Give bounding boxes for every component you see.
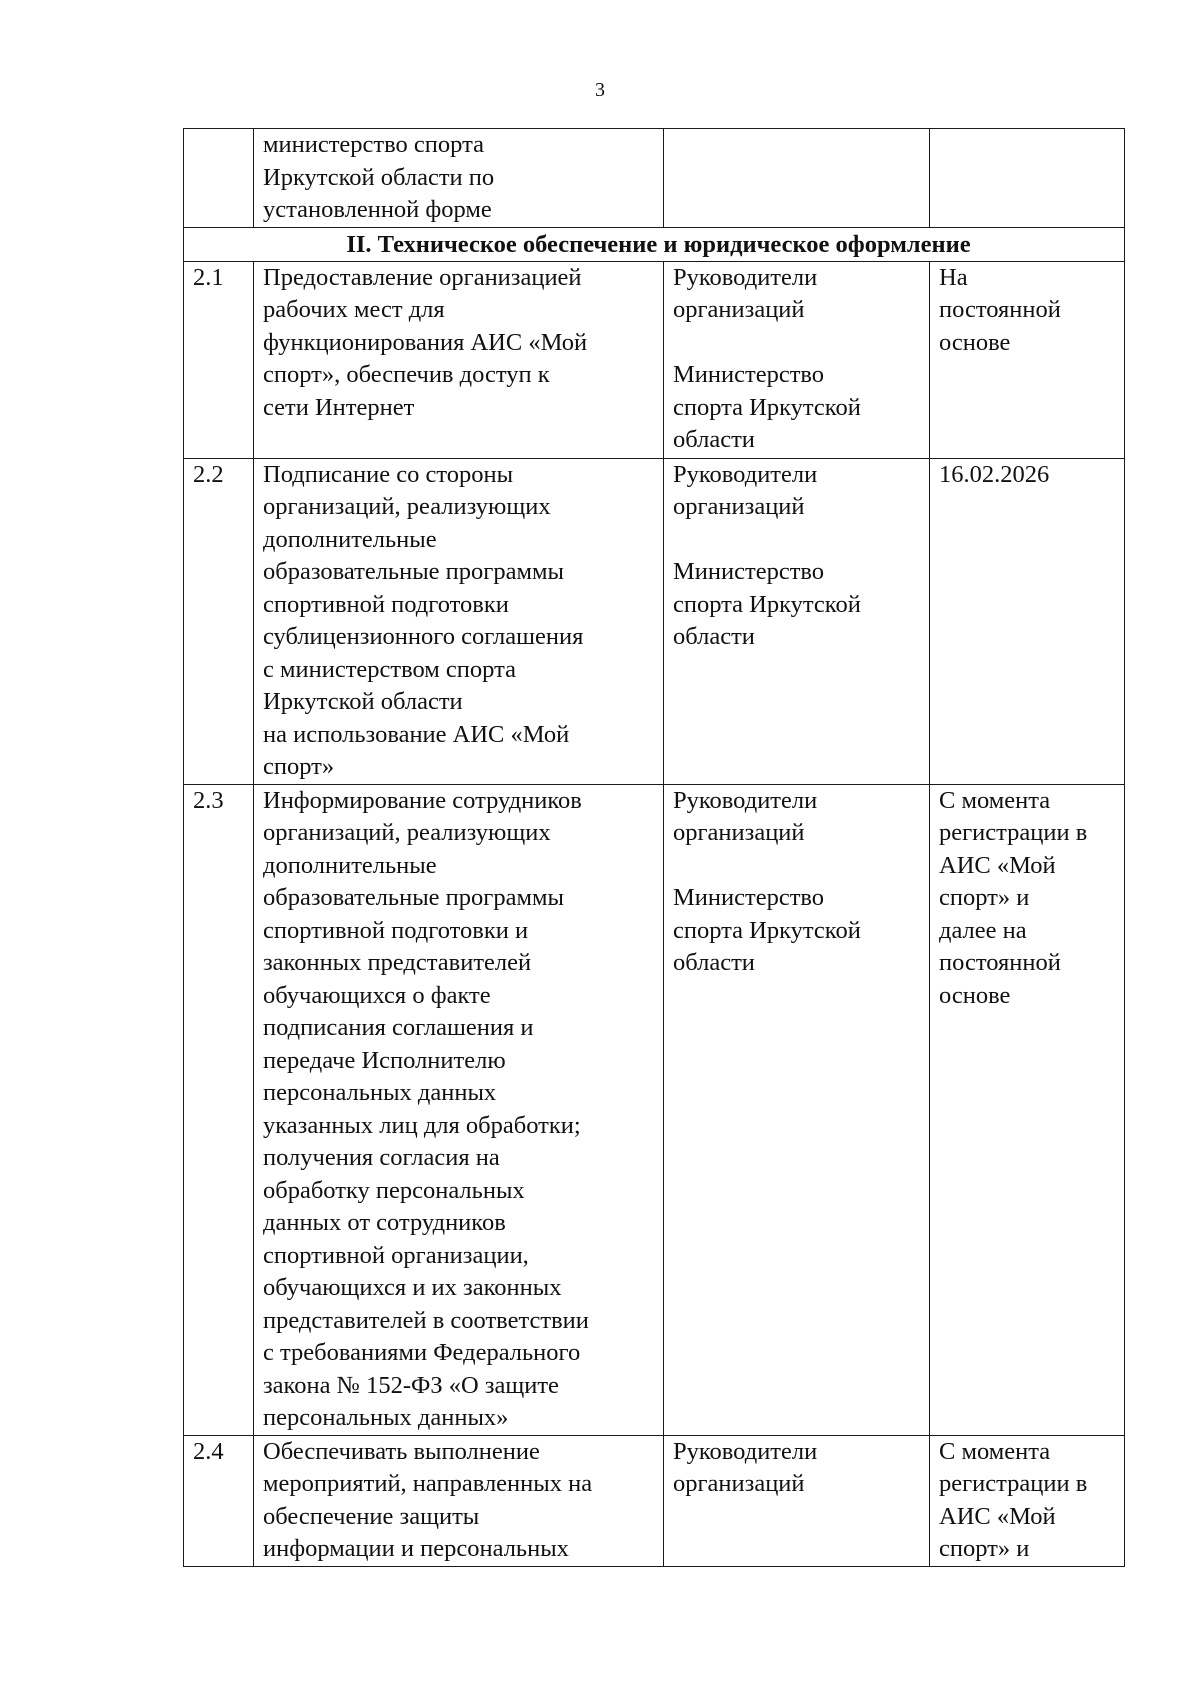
section-title: II. Техническое обеспечение и юридическое оформление bbox=[184, 227, 1125, 261]
cell-responsible bbox=[664, 458, 930, 784]
page-number: 3 bbox=[595, 79, 605, 101]
responsible-secondary: Министерство спорта Иркутской области bbox=[673, 884, 861, 976]
cell-responsible bbox=[664, 784, 930, 1435]
cell-event: министерство спорта Иркутской области по установленной форме bbox=[254, 129, 664, 228]
cell-term: С момента регистрации в АИС «Мой спорт» и далее на постоянной основе bbox=[930, 784, 1125, 1435]
spacer bbox=[673, 327, 929, 360]
cell-term: С момента регистрации в АИС «Мой спорт» и bbox=[930, 1435, 1125, 1566]
responsible-secondary: Министерство спорта Иркутской области bbox=[673, 558, 861, 650]
cell-number: 2.3 bbox=[184, 784, 254, 1435]
cell-term: 16.02.2026 bbox=[930, 458, 1125, 784]
cell-term bbox=[930, 129, 1125, 228]
responsible-primary: Руководители организаций bbox=[673, 786, 818, 846]
responsible-primary: Руководители организаций bbox=[673, 1437, 818, 1497]
table-row bbox=[184, 261, 1125, 458]
cell-number: 2.2 bbox=[184, 458, 254, 784]
cell-event: Предоставление организацией рабочих мест для функционирования АИС «Мой спорт», обеспечив доступ к сети Интернет bbox=[254, 261, 664, 458]
responsible-secondary: Министерство спорта Иркутской области bbox=[673, 361, 861, 453]
cell-number: 2.1 bbox=[184, 261, 254, 458]
responsible-primary: Руководители организаций bbox=[673, 263, 818, 323]
spacer bbox=[673, 850, 929, 883]
cell-responsible bbox=[664, 129, 930, 228]
cell-event: Подписание со стороны организаций, реализующих дополнительные образовательные программы спортивной подготовки сублицензионного соглашения с министерством спорта Иркутской области на использование АИС «Мой спорт» bbox=[254, 458, 664, 784]
cell-event: Информирование сотрудников организаций, реализующих дополнительные образовательные программы спортивной подготовки и законных представителей обучающихся о факте подписания соглашения и передаче Исполнителю персональных данных указанных лиц для обработки; получения согласия на обработку персональных данных от сотрудников спортивной организации, обучающихся и их законных представителей в соответствии с требованиями Федерального закона № 152-ФЗ «О защите персональных данных» bbox=[254, 784, 664, 1435]
cell-number: 2.4 bbox=[184, 1435, 254, 1566]
table-row bbox=[184, 1435, 1125, 1566]
action-plan-table bbox=[183, 128, 1125, 1567]
table-row bbox=[184, 784, 1125, 1435]
cell-responsible bbox=[664, 261, 930, 458]
responsible-primary: Руководители организаций bbox=[673, 460, 818, 520]
cell-number bbox=[184, 129, 254, 228]
table-row-continued bbox=[184, 129, 1125, 228]
cell-event: Обеспечивать выполнение мероприятий, направленных на обеспечение защиты информации и персональных bbox=[254, 1435, 664, 1566]
section-heading-row bbox=[184, 227, 1125, 261]
table-row bbox=[184, 458, 1125, 784]
cell-term: На постоянной основе bbox=[930, 261, 1125, 458]
cell-responsible bbox=[664, 1435, 930, 1566]
spacer bbox=[673, 524, 929, 557]
